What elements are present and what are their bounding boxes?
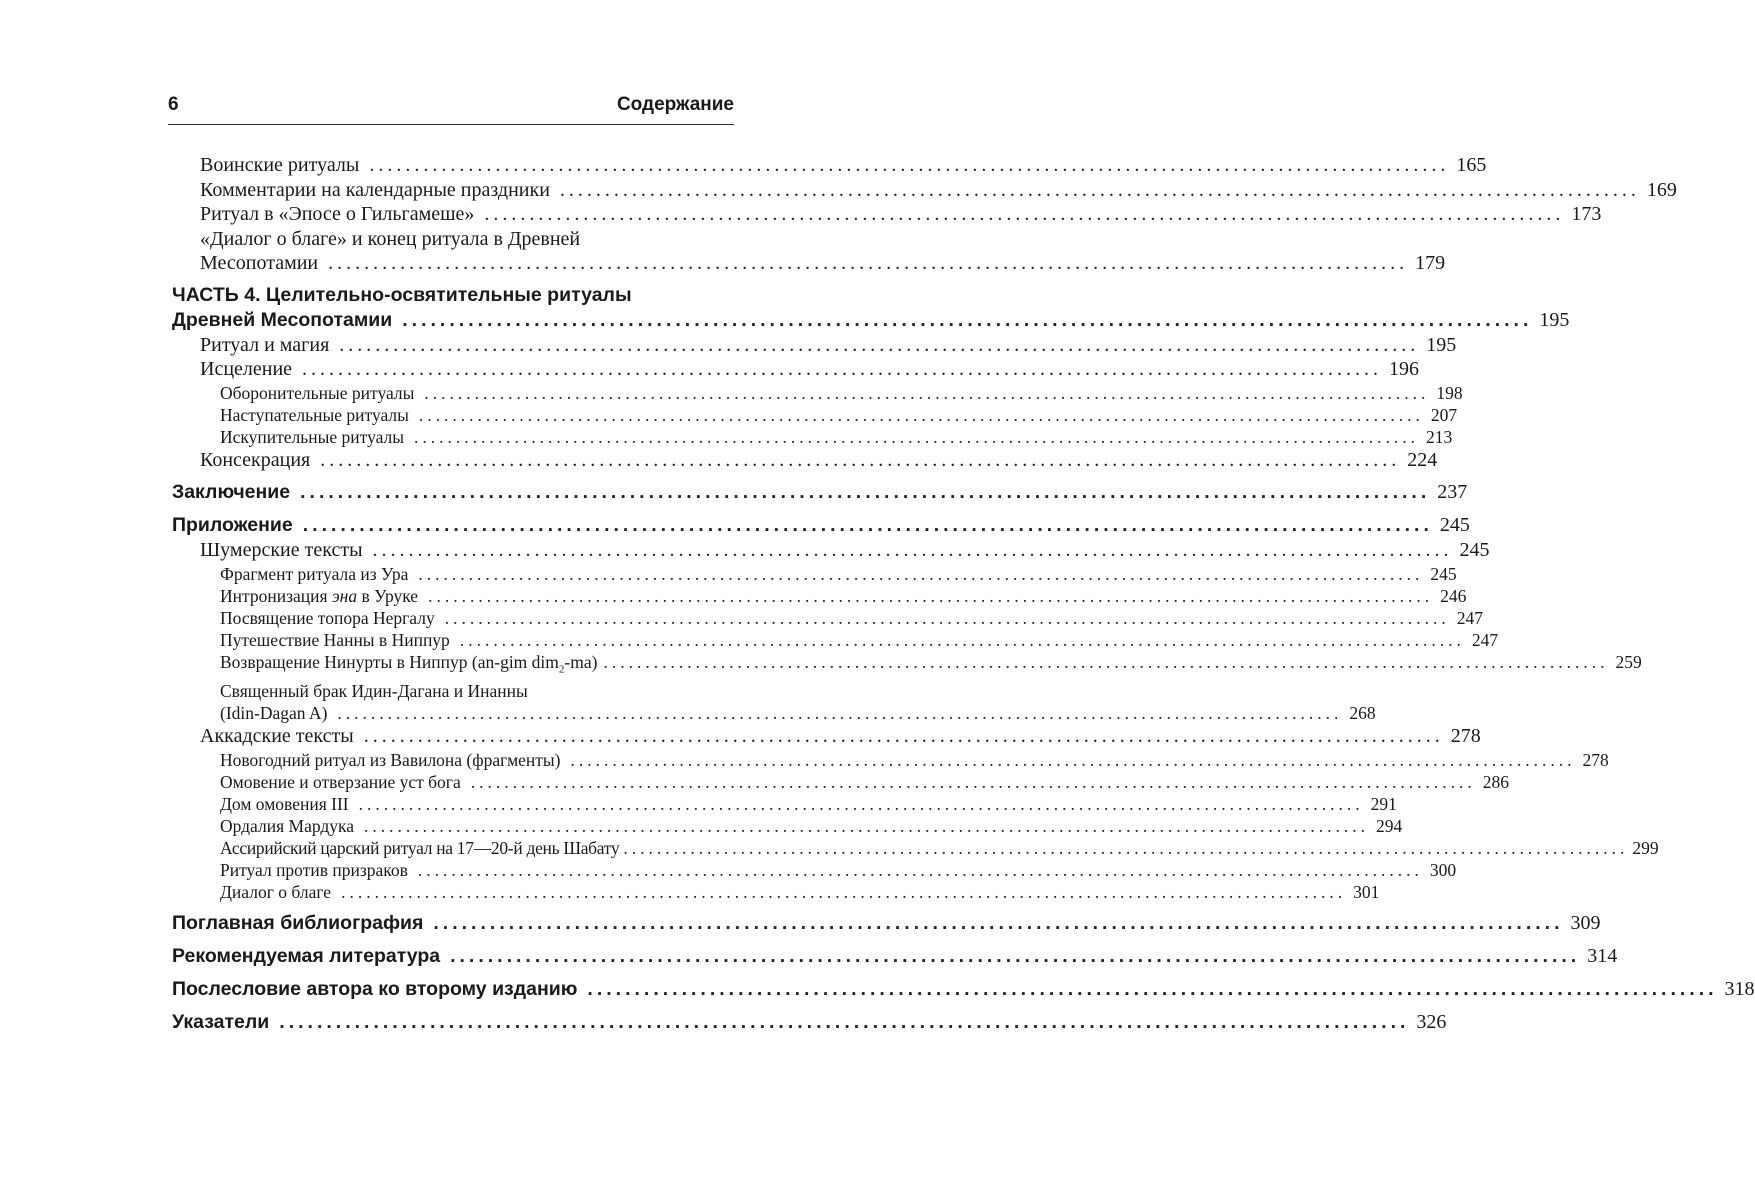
- toc-subentry: [172, 881, 1380, 903]
- toc-part-heading: [172, 283, 1570, 333]
- dot-leader: ........................................................................................................................: [470, 771, 1476, 792]
- dot-leader: ........................................................................................................................: [450, 944, 1581, 967]
- dot-leader: ........................................................................................................................: [559, 178, 1640, 201]
- toc-subentry: [172, 651, 1642, 681]
- toc-entry-title: Приложение: [172, 514, 293, 536]
- toc-entry-page: 299: [1632, 837, 1659, 858]
- toc-subentry: [172, 749, 1609, 771]
- toc-entry-page: 237: [1437, 481, 1468, 503]
- toc-entry-title: Ритуал и магия: [200, 333, 330, 356]
- toc-entry-page: 169: [1646, 178, 1677, 201]
- dot-leader: ........................................................................................................................: [337, 703, 1343, 723]
- toc-entry-title: Фрагмент ритуала из Ура: [220, 563, 409, 584]
- toc-subentry: [172, 629, 1499, 651]
- toc-entry-page: 246: [1440, 585, 1467, 606]
- toc-entry-title: Интронизация эна в Уруке: [220, 585, 419, 606]
- toc-entry-title: Рекомендуемая литература: [172, 944, 441, 967]
- dot-leader: ........................................................................................................................: [339, 333, 1420, 356]
- toc-entry-page: 245: [1439, 514, 1470, 536]
- toc-entry-page: 278: [1582, 749, 1609, 770]
- toc-entry-page: 309: [1570, 911, 1601, 934]
- toc-entry-page: 314: [1587, 944, 1618, 967]
- toc-subentry: [172, 815, 1403, 837]
- toc-subentry: [172, 426, 1453, 448]
- dot-leader: ........................................................................................................................: [279, 1010, 1410, 1033]
- toc-entry-page: 245: [1459, 539, 1490, 561]
- toc-entry-title: Ритуал в «Эпосе о Гильгамеше»: [200, 203, 475, 225]
- toc-section-heading: [172, 513, 1470, 538]
- dot-leader: ........................................................................................................................: [402, 308, 1533, 331]
- toc-subentry: [172, 793, 1397, 815]
- dot-leader: ........................................................................................................................: [459, 629, 1465, 650]
- toc-entry-page: 259: [1615, 651, 1642, 672]
- page-number: 6: [168, 94, 179, 115]
- toc-subentry: [172, 837, 1659, 859]
- toc-entry-title: Новогодний ритуал из Вавилона (фрагменты): [220, 749, 561, 770]
- toc-entry: [172, 202, 1602, 227]
- toc-entry-page: 318: [1724, 977, 1755, 1000]
- dot-leader: ........................................................................................................................: [414, 426, 1419, 447]
- dot-leader: ........................................................................................................................: [418, 404, 1424, 425]
- toc-entry-page: 326: [1416, 1010, 1447, 1033]
- toc-entry: [172, 724, 1481, 749]
- toc-entry-title: Исцеление: [200, 358, 293, 380]
- toc-section-heading: [172, 1010, 1447, 1035]
- toc-section-heading: [172, 944, 1618, 969]
- toc-entry-title: Диалог о благе: [220, 881, 332, 902]
- toc-entry-page: 294: [1376, 815, 1403, 836]
- toc-entry-page: 224: [1407, 448, 1438, 471]
- toc-entry-title: Шумерские тексты: [200, 539, 363, 561]
- dot-leader: ........................................................................................................................: [603, 651, 1609, 672]
- toc-subentry: [172, 771, 1510, 793]
- dot-leader: ........................................................................................................................: [341, 881, 1347, 902]
- dot-leader: ........................................................................................................................: [484, 203, 1565, 225]
- toc-subentry: [172, 859, 1457, 881]
- toc-subentry: [172, 563, 1457, 585]
- toc-entry-title: Наступательные ритуалы: [220, 404, 409, 425]
- dot-leader: ........................................................................................................................: [417, 859, 1423, 880]
- dot-leader: ........................................................................................................................: [433, 911, 1564, 934]
- dot-leader: ........................................................................................................................: [302, 514, 1433, 536]
- toc-subentry: [172, 585, 1467, 607]
- toc-entry-last-line: [220, 702, 1376, 724]
- dot-leader: ........................................................................................................................: [424, 382, 1430, 403]
- toc-entry-page: 196: [1389, 358, 1420, 380]
- toc-entry-title: Заключение: [172, 481, 291, 503]
- table-of-contents: [172, 153, 1755, 1035]
- dot-leader: ........................................................................................................................: [372, 539, 1453, 561]
- toc-entry-page: 278: [1450, 725, 1481, 747]
- dot-leader: ........................................................................................................................: [300, 481, 1431, 503]
- toc-entry-title-line: «Диалог о благе» и конец ритуала в Древней: [200, 227, 581, 250]
- toc-entry-last-line: [200, 251, 1446, 276]
- toc-entry-title: Ритуал против призраков: [220, 859, 408, 880]
- toc-entry-title: Искупительные ритуалы: [220, 426, 404, 447]
- toc-entry-title: Путешествие Нанны в Ниппур: [220, 629, 450, 650]
- italic-term: эна: [331, 585, 358, 606]
- toc-subentry: [172, 404, 1458, 426]
- toc-entry-title: Омовение и отверзание уст бога: [220, 771, 461, 792]
- dot-leader: ........................................................................................................................: [444, 607, 1450, 628]
- toc-entry-title: Комментарии на календарные праздники: [200, 178, 550, 201]
- dot-leader: ........................................................................................................................: [587, 977, 1718, 1000]
- toc-entry-title: Ассирийский царский ритуал на 17—20-й день Шабату: [220, 837, 620, 858]
- toc-subentry: [172, 382, 1463, 404]
- toc-entry-title: Указатели: [172, 1010, 270, 1033]
- dot-leader: ........................................................................................................................: [363, 725, 1444, 747]
- toc-entry-page: 247: [1456, 607, 1483, 628]
- dot-leader: ........................................................................................................................: [358, 793, 1364, 814]
- toc-entry-title: Поглавная библиография: [172, 911, 424, 934]
- toc-entry-title-line: Священный брак Идин-Дагана и Инанны: [220, 681, 528, 701]
- dot-leader: ........................................................................................................................: [623, 837, 1629, 858]
- toc-entry-title: Воинские ритуалы: [200, 154, 360, 176]
- toc-section-heading: [172, 911, 1601, 936]
- toc-entry-page: 245: [1430, 563, 1457, 584]
- toc-entry-page: 195: [1539, 308, 1570, 331]
- toc-entry-page: 301: [1353, 881, 1380, 902]
- toc-entry-title: Аккадские тексты: [200, 725, 354, 747]
- dot-leader: ........................................................................................................................: [320, 448, 1401, 471]
- toc-entry: [172, 448, 1438, 473]
- toc-entry-title: Консекрация: [200, 448, 311, 471]
- toc-entry-page: 207: [1430, 404, 1458, 425]
- dot-leader: ........................................................................................................................: [570, 749, 1576, 770]
- toc-entry: [172, 538, 1490, 563]
- toc-entry-page: 213: [1426, 426, 1453, 447]
- toc-entry-title: Ордалия Мардука: [220, 815, 355, 836]
- running-header: [168, 90, 734, 125]
- toc-entry-page: 198: [1436, 382, 1463, 403]
- toc-entry-page: 165: [1456, 154, 1487, 176]
- running-title: Содержание: [616, 94, 734, 115]
- dot-leader: ........................................................................................................................: [418, 563, 1424, 584]
- toc-entry-page: 291: [1370, 793, 1397, 814]
- toc-entry-title-line: ЧАСТЬ 4. Целительно-освятительные ритуалы: [172, 283, 632, 306]
- toc-entry-page: 268: [1349, 703, 1376, 723]
- toc-entry-page: 247: [1471, 629, 1499, 650]
- toc-entry: [172, 178, 1677, 203]
- toc-section-heading: [172, 480, 1468, 505]
- dot-leader: ........................................................................................................................: [369, 154, 1450, 176]
- subscript: 2: [558, 663, 565, 675]
- toc-entry: [172, 357, 1420, 382]
- toc-subentry-multiline: [172, 680, 1376, 724]
- toc-entry-title: Оборонительные ритуалы: [220, 382, 415, 403]
- toc-entry-title: Древней Месопотамии: [172, 308, 393, 331]
- toc-entry-title: Дом омовения III: [220, 793, 349, 814]
- toc-entry-page: 195: [1426, 333, 1457, 356]
- toc-entry-title: Послесловие автора ко второму изданию: [172, 977, 578, 1000]
- toc-entry-title: (Idin-Dagan A): [220, 703, 328, 723]
- toc-entry: [172, 333, 1457, 358]
- toc-entry-page: 300: [1429, 859, 1457, 880]
- toc-entry-last-line: [172, 308, 1570, 333]
- toc-entry-page: 179: [1415, 252, 1446, 274]
- toc-entry-multiline: [172, 227, 1446, 276]
- toc-entry-page: 173: [1571, 203, 1602, 225]
- toc-entry-title: Посвящение топора Нергалу: [220, 607, 435, 628]
- toc-section-heading: [172, 977, 1755, 1002]
- dot-leader: ........................................................................................................................: [328, 252, 1409, 274]
- toc-subentry: [172, 607, 1483, 629]
- toc-entry: [172, 153, 1487, 178]
- toc-entry-page: 286: [1482, 771, 1510, 792]
- toc-entry-title: Месопотамии: [200, 252, 319, 274]
- dot-leader: ........................................................................................................................: [302, 358, 1383, 380]
- toc-entry-title: Возвращение Нинурты в Ниппур (an-gim dim$_2$-ma): [220, 651, 598, 675]
- dot-leader: ........................................................................................................................: [364, 815, 1370, 836]
- dot-leader: ........................................................................................................................: [428, 585, 1434, 606]
